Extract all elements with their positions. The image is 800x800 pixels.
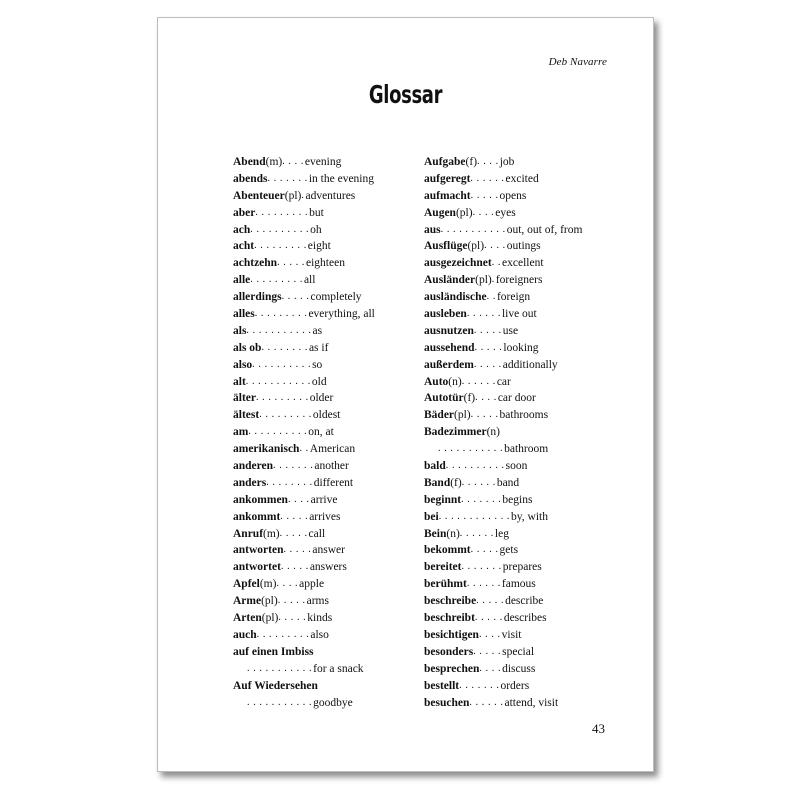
glossary-leader-dots: . . . . . . . . . — [259, 409, 312, 421]
glossary-term: Abenteuer — [233, 189, 285, 202]
glossary-term: Aufgabe — [424, 156, 466, 168]
glossary-meaning: foreigners — [495, 274, 543, 287]
glossary-term: also — [233, 358, 253, 371]
glossary-term: Arme — [233, 595, 262, 608]
book-page — [157, 17, 654, 772]
glossary-term: Apfel — [233, 578, 260, 591]
glossary-meaning: car — [496, 375, 511, 388]
glossary-term: als ob — [233, 341, 262, 354]
glossary-entry — [424, 644, 594, 661]
glossary-entry — [424, 610, 594, 627]
glossary-leader-dots: . . . . . . . . . . . — [247, 696, 313, 708]
glossary-leader-dots: . . . . . . — [470, 172, 505, 184]
glossary-term: bereitet — [424, 561, 462, 574]
glossary-leader-dots: . . . . . . — [466, 578, 501, 590]
glossary-leader-dots: . . . . . . . . . — [250, 274, 303, 286]
glossary-leader-dots: . . . . . . . . . — [254, 308, 308, 320]
glossary-gender: (pl) — [454, 409, 471, 422]
glossary-meaning: opens — [499, 189, 527, 202]
glossary-entry — [424, 441, 594, 458]
glossary-leader-dots: . . . . . — [473, 645, 502, 657]
glossary-meaning: additionally — [502, 358, 558, 371]
glossary-leader-dots: . . — [486, 291, 496, 303]
glossary-term: aber — [233, 206, 256, 219]
glossary-leader-dots: . . . . — [276, 578, 299, 590]
glossary-term: auf einen Imbiss — [233, 645, 314, 658]
glossary-meaning: prepares — [502, 561, 542, 574]
glossary-entry — [233, 424, 393, 441]
glossary-term: ausleben — [424, 308, 467, 321]
glossary-entry — [424, 475, 594, 492]
glossary-leader-dots: . . . . . . . . . . . — [245, 375, 311, 387]
glossary-entry — [424, 593, 594, 610]
glossary-term: außerdem — [424, 358, 474, 371]
glossary-term: alles — [233, 308, 255, 321]
glossary-meaning: leg — [494, 527, 509, 540]
glossary-term: Bäder — [424, 409, 455, 422]
glossary-term: älter — [233, 392, 256, 405]
glossary-term: achtzehn — [233, 257, 278, 270]
glossary-meaning: for a snack — [313, 662, 364, 675]
glossary-leader-dots: . . . . . — [283, 544, 312, 556]
glossary-term: ältest — [233, 409, 260, 422]
glossary-entry — [233, 695, 393, 712]
glossary-entry — [424, 171, 594, 188]
glossary-entry — [424, 492, 594, 509]
glossary-entry — [233, 154, 393, 171]
glossary-leader-dots: . . . . . — [473, 358, 502, 370]
glossary-entry — [424, 289, 594, 306]
glossary-meaning: apple — [299, 578, 325, 591]
glossary-leader-dots: . . . . . . . . . . . . — [438, 510, 511, 522]
glossary-gender: (f) — [463, 392, 476, 405]
glossary-meaning: excellent — [502, 257, 544, 270]
glossary-term: Auf Wiedersehen — [233, 679, 318, 692]
glossary-term: als — [233, 324, 247, 337]
glossary-leader-dots: . . . . . — [278, 612, 307, 624]
glossary-entry — [424, 390, 594, 407]
glossary-meaning: answer — [312, 544, 345, 557]
glossary-meaning: soon — [505, 460, 528, 473]
glossary-meaning: as if — [308, 341, 329, 354]
glossary-gender: (n) — [448, 375, 462, 388]
glossary-gender: (n) — [486, 426, 501, 439]
glossary-meaning: live out — [501, 308, 537, 321]
glossary-entry — [233, 340, 393, 357]
glossary-meaning: oldest — [312, 409, 341, 422]
glossary-term: Arten — [233, 612, 262, 625]
glossary-entry — [233, 542, 393, 559]
glossary-term: antwortet — [233, 561, 281, 574]
glossary-term: Ausflüge — [424, 240, 468, 253]
glossary-entry — [233, 458, 393, 475]
glossary-entry — [424, 306, 594, 323]
glossary-meaning: arrives — [309, 510, 341, 523]
glossary-entry — [424, 559, 594, 576]
glossary-meaning: out, out of, from — [506, 223, 583, 236]
glossary-entry — [233, 171, 393, 188]
glossary-entry — [424, 154, 594, 171]
glossary-entry — [233, 492, 393, 509]
glossary-leader-dots: . — [301, 189, 305, 201]
glossary-entry — [233, 289, 393, 306]
glossary-term: Band — [424, 476, 451, 489]
glossary-entry — [424, 576, 594, 593]
glossary-meaning: older — [309, 392, 334, 405]
glossary-leader-dots: . . . . . . . . . . — [252, 358, 312, 370]
glossary-leader-dots: . . . . . — [470, 189, 499, 201]
glossary-entry — [233, 678, 393, 695]
glossary-gender: (pl) — [284, 189, 302, 202]
glossary-term: Anruf — [233, 527, 264, 540]
glossary-meaning: visit — [501, 628, 522, 641]
glossary-term: besuchen — [424, 696, 470, 709]
glossary-leader-dots: . . . . . . . . . . . — [440, 223, 506, 235]
glossary-leader-dots: . . . . . — [280, 561, 309, 573]
glossary-entry — [233, 559, 393, 576]
glossary-entry — [424, 458, 594, 475]
glossary-entry — [424, 238, 594, 255]
glossary-term: beschreibe — [424, 595, 477, 608]
glossary-entry — [233, 661, 393, 678]
glossary-entry — [233, 357, 393, 374]
glossary-meaning: car door — [497, 392, 536, 405]
glossary-gender: (pl) — [467, 240, 485, 253]
glossary-entry — [233, 222, 393, 239]
glossary-meaning: completely — [310, 291, 362, 304]
glossary-entry — [424, 509, 594, 526]
glossary-leader-dots: . . . . . . . — [461, 561, 502, 573]
glossary-meaning: eight — [307, 240, 331, 253]
glossary-term: ausgezeichnet — [424, 257, 492, 270]
glossary-leader-dots: . . . . . . . . — [266, 476, 313, 488]
glossary-leader-dots: . . . . . — [470, 409, 499, 421]
glossary-term: antworten — [233, 544, 284, 557]
glossary-meaning: special — [502, 645, 535, 658]
glossary-leader-dots: . . . . . . — [466, 308, 501, 320]
glossary-entry — [233, 374, 393, 391]
glossary-term: bekommt — [424, 544, 471, 557]
glossary-entry — [424, 374, 594, 391]
glossary-meaning: as — [312, 324, 323, 337]
glossary-leader-dots: . . . . . . — [461, 375, 496, 387]
glossary-column-right — [424, 154, 594, 711]
glossary-gender: (f) — [465, 156, 478, 168]
glossary-entry — [233, 188, 393, 205]
glossary-leader-dots: . . . . . . — [461, 476, 496, 488]
glossary-gender: (pl) — [261, 612, 279, 625]
glossary-meaning: on, at — [308, 426, 334, 439]
glossary-leader-dots: . . . . . — [277, 257, 305, 269]
glossary-leader-dots: . . . . . . . — [459, 679, 500, 691]
glossary-term: besonders — [424, 645, 474, 658]
glossary-meaning: looking — [503, 341, 539, 354]
glossary-leader-dots: . . . . . — [473, 324, 502, 336]
glossary-entry — [424, 526, 594, 543]
glossary-meaning: band — [496, 476, 520, 489]
glossary-entry — [233, 272, 393, 289]
glossary-leader-dots: . . . . . . . — [273, 460, 314, 472]
page-title: Glossar — [368, 80, 443, 109]
glossary-meaning: evening — [304, 156, 342, 168]
glossary-term: besprechen — [424, 662, 480, 675]
glossary-leader-dots: . . . . . . . — [461, 493, 502, 505]
glossary-term: auch — [233, 628, 257, 641]
glossary-leader-dots: . . — [299, 443, 309, 455]
glossary-meaning: arms — [306, 595, 329, 608]
glossary-leader-dots: . . . . . . . . . — [256, 628, 310, 640]
glossary-meaning: in the evening — [308, 172, 374, 185]
glossary-entry — [424, 627, 594, 644]
glossary-leader-dots: . . . . . . . . . . . — [247, 662, 313, 674]
glossary-leader-dots: . . . . . — [280, 510, 309, 522]
glossary-term: ausländische — [424, 291, 487, 304]
glossary-meaning: attend, visit — [504, 696, 559, 709]
glossary-leader-dots: . . . . . . . . — [261, 341, 308, 353]
glossary-entry — [424, 357, 594, 374]
glossary-leader-dots: . . . . — [478, 628, 501, 640]
glossary-term: bestellt — [424, 679, 460, 692]
glossary-entry — [424, 323, 594, 340]
glossary-term: alt — [233, 375, 246, 388]
glossary-leader-dots: . . . . . . . . . . . — [438, 443, 504, 455]
page-number: 43 — [592, 721, 605, 736]
glossary-term: aufgeregt — [424, 172, 471, 185]
glossary-meaning: famous — [501, 578, 536, 591]
glossary-term: Augen — [424, 206, 456, 219]
glossary-leader-dots: . . . . — [475, 392, 497, 404]
glossary-meaning: another — [314, 460, 349, 473]
glossary-entry — [424, 424, 594, 441]
glossary-meaning: begins — [502, 493, 533, 506]
glossary-meaning: kinds — [307, 612, 333, 625]
glossary-leader-dots: . . . . . — [470, 544, 499, 556]
glossary-column-left — [233, 154, 393, 711]
glossary-meaning: describes — [503, 612, 547, 625]
glossary-term: ach — [233, 223, 251, 236]
glossary-term: bei — [424, 510, 439, 523]
glossary-term: acht — [233, 240, 255, 253]
glossary-meaning: job — [499, 156, 515, 168]
glossary-term: bald — [424, 460, 446, 473]
glossary-leader-dots: . . . . . — [279, 527, 308, 539]
glossary-term: allerdings — [233, 291, 282, 304]
glossary-term: aufmacht — [424, 189, 471, 202]
glossary-term: aus — [424, 223, 441, 236]
glossary-term: am — [233, 426, 249, 439]
glossary-meaning: so — [312, 358, 323, 371]
glossary-meaning: also — [310, 628, 329, 641]
glossary-leader-dots: . . . . — [287, 493, 310, 505]
glossary-entry — [233, 526, 393, 543]
glossary-gender: (m) — [263, 527, 280, 540]
glossary-gender: (pl) — [455, 206, 473, 219]
glossary-term: ankommt — [233, 510, 281, 523]
glossary-entry — [424, 205, 594, 222]
glossary-term: aussehend — [424, 341, 475, 354]
glossary-entry — [233, 475, 393, 492]
glossary-leader-dots: . . . . . . . . . . — [248, 426, 308, 438]
glossary-leader-dots: . . . . . — [476, 595, 505, 607]
glossary-meaning: different — [313, 476, 354, 489]
glossary-term: Abend — [233, 156, 266, 168]
glossary-entry — [233, 576, 393, 593]
glossary-meaning: outings — [506, 240, 541, 253]
glossary-meaning: all — [303, 274, 316, 287]
glossary-entry — [233, 390, 393, 407]
glossary-meaning: old — [311, 375, 327, 388]
glossary-meaning: call — [308, 527, 326, 540]
glossary-entry — [233, 255, 393, 272]
glossary-term: berühmt — [424, 578, 467, 591]
glossary-entry — [233, 593, 393, 610]
glossary-leader-dots: . . . . — [472, 206, 495, 218]
glossary-entry — [424, 661, 594, 678]
glossary-term: abends — [233, 172, 268, 185]
glossary-meaning: eyes — [495, 206, 516, 219]
glossary-term: alle — [233, 274, 251, 287]
glossary-entry — [424, 188, 594, 205]
glossary-leader-dots: . . . . . . . — [267, 172, 308, 184]
glossary-meaning: bathroom — [504, 443, 549, 456]
glossary-leader-dots: . . . . . . . . . — [255, 206, 309, 218]
glossary-term: beschreibt — [424, 612, 475, 625]
glossary-leader-dots: . . . . . — [281, 291, 310, 303]
glossary-term: Bein — [424, 527, 447, 540]
glossary-meaning: oh — [310, 223, 322, 236]
glossary-entry — [233, 238, 393, 255]
glossary-meaning: everything, all — [308, 308, 375, 321]
glossary-term: Ausländer — [424, 274, 476, 287]
glossary-entry — [424, 222, 594, 239]
glossary-meaning: use — [502, 324, 519, 337]
glossary-gender: (n) — [446, 527, 460, 540]
glossary-leader-dots: . . . . . . . . . . — [445, 460, 505, 472]
glossary-leader-dots: . . . . . — [277, 595, 306, 607]
glossary-meaning: orders — [500, 679, 530, 692]
glossary-entry — [424, 407, 594, 424]
glossary-meaning: discuss — [502, 662, 536, 675]
glossary-entry — [233, 407, 393, 424]
glossary-meaning: adventures — [305, 189, 356, 202]
glossary-entry — [424, 678, 594, 695]
glossary-leader-dots: . . . . . . — [459, 527, 494, 539]
glossary-entry — [233, 644, 393, 661]
glossary-entry — [233, 323, 393, 340]
glossary-entry — [233, 627, 393, 644]
glossary-term: anderen — [233, 460, 274, 473]
glossary-gender: (m) — [265, 156, 283, 168]
glossary-term: beginnt — [424, 493, 462, 506]
glossary-meaning: goodbye — [313, 696, 353, 709]
glossary-leader-dots: . . . . . . . . . — [255, 392, 309, 404]
glossary-term: ankommen — [233, 493, 288, 506]
glossary-leader-dots: . . . . . . . . . . — [250, 223, 310, 235]
glossary-gender: (pl) — [475, 274, 492, 287]
glossary-meaning: arrive — [310, 493, 338, 506]
glossary-leader-dots: . . . . . — [474, 341, 503, 353]
glossary-leader-dots: . . . . . . . . . . . — [246, 324, 312, 336]
glossary-term: amerikanisch — [233, 443, 300, 456]
glossary-leader-dots: . . — [491, 257, 502, 269]
glossary-term: besichtigen — [424, 628, 479, 641]
glossary-term: Badezimmer — [424, 426, 487, 439]
glossary-entry — [233, 610, 393, 627]
glossary-gender: (f) — [450, 476, 462, 489]
glossary-meaning: eighteen — [306, 257, 345, 270]
glossary-leader-dots: . . . . — [477, 156, 499, 167]
glossary-meaning: answers — [309, 561, 347, 574]
glossary-leader-dots: . . . . — [479, 662, 502, 674]
glossary-gender: (m) — [259, 578, 277, 591]
glossary-term: anders — [233, 476, 267, 489]
running-header-author: Deb Navarre — [548, 56, 607, 68]
glossary-entry — [233, 441, 393, 458]
glossary-entry — [424, 272, 594, 289]
glossary-entry — [233, 205, 393, 222]
glossary-term: ausnutzen — [424, 324, 474, 337]
glossary-entry — [424, 542, 594, 559]
glossary-leader-dots: . . . . — [484, 240, 506, 252]
glossary-meaning: by, with — [511, 510, 548, 523]
glossary-meaning: describe — [505, 595, 544, 608]
glossary-leader-dots: . — [491, 274, 495, 286]
glossary-meaning: excited — [505, 172, 539, 185]
glossary-gender: (pl) — [261, 595, 278, 608]
glossary-leader-dots: . . . . — [282, 156, 304, 167]
glossary-leader-dots: . . . . . . — [469, 696, 504, 708]
glossary-term: Auto — [424, 375, 449, 388]
glossary-meaning: American — [309, 443, 356, 456]
glossary-entry — [233, 509, 393, 526]
glossary-term: Autotür — [424, 392, 464, 405]
glossary-meaning: foreign — [496, 291, 531, 304]
glossary-entry — [424, 340, 594, 357]
glossary-leader-dots: . . . . . — [474, 612, 503, 624]
glossary-meaning: but — [309, 206, 324, 219]
glossary-leader-dots: . . . . . . . . . — [254, 240, 307, 252]
glossary-entry — [233, 306, 393, 323]
glossary-entry — [424, 255, 594, 272]
glossary-meaning: bathrooms — [499, 409, 549, 422]
glossary-entry — [424, 695, 594, 712]
glossary-meaning: gets — [499, 544, 519, 557]
